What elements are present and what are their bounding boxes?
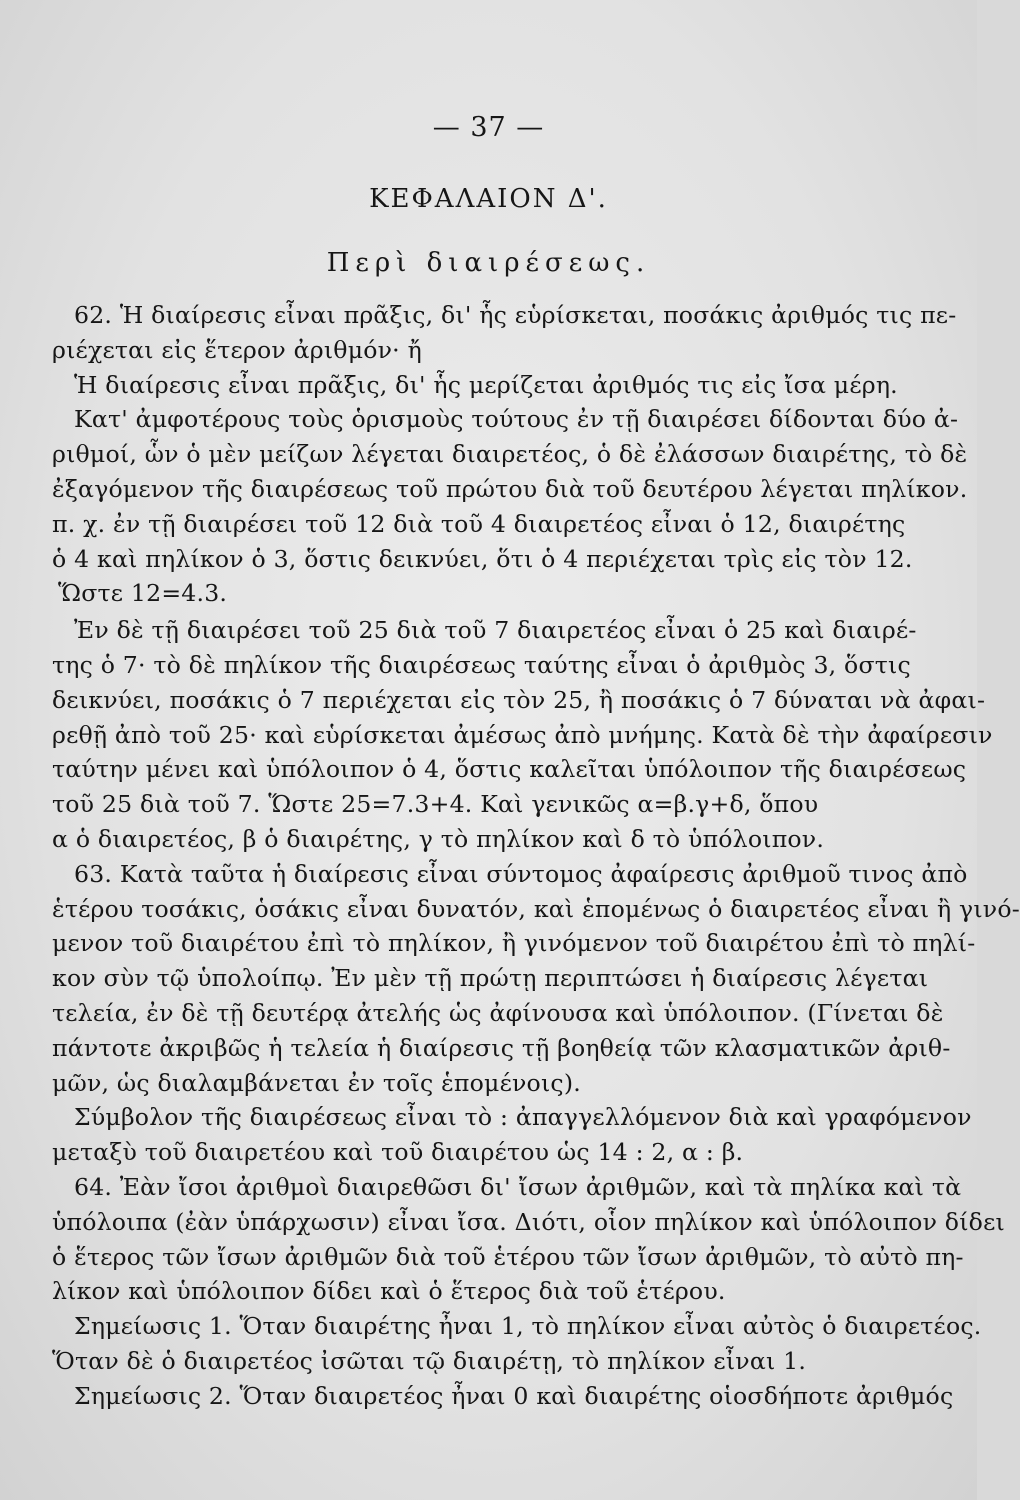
text-line: Σημείωσις 1. Ὅταν διαιρέτης ἦναι 1, τὸ πηλίκον εἶναι αὐτὸς ὁ διαιρετέος. [74,1312,982,1341]
text-line: Ἡ διαίρεσις εἶναι πρᾶξις, δι' ἧς μερίζεται ἀριθμός τις εἰς ἴσα μέρη. [74,370,898,399]
text-line: ὁ ἕτερος τῶν ἴσων ἀριθμῶν διὰ τοῦ ἑτέρου τῶν ἴσων ἀριθμῶν, τὸ αὐτὸ πη- [52,1242,964,1271]
text-line: 64. Ἐὰν ἴσοι ἀριθμοὶ διαιρεθῶσι δι' ἴσων ἀριθμῶν, καὶ τὰ πηλίκα καὶ τὰ [74,1172,962,1201]
text-line: μεταξὺ τοῦ διαιρετέου καὶ τοῦ διαιρέτου ὡς 14 : 2, α : β. [52,1138,744,1167]
text-line: τοῦ 25 διὰ τοῦ 7. Ὥστε 25=7.3+4. Καὶ γενικῶς α=β.γ+δ, ὅπου [52,790,819,819]
text-line: Ἐν δὲ τῇ διαιρέσει τοῦ 25 διὰ τοῦ 7 διαιρετέος εἶναι ὁ 25 καὶ διαιρέ- [74,616,917,645]
chapter-title: ΚΕΦΑΛΑΙΟΝ Δ'. [369,184,608,214]
text-line: ταύτην μένει καὶ ὑπόλοιπον ὁ 4, ὅστις καλεῖται ὑπόλοιπον τῆς διαιρέσεως [52,755,967,784]
text-line: ριθμοί, ὧν ὁ μὲν μείζων λέγεται διαιρετέος, ὁ δὲ ἐλάσσων διαιρέτης, τὸ δὲ [52,440,968,469]
text-line: ριέχεται εἰς ἕτερον ἀριθμόν· ἤ [52,335,422,364]
text-line: της ὁ 7· τὸ δὲ πηλίκον τῆς διαιρέσεως ταύτης εἶναι ὁ ἀριθμὸς 3, ὅστις [52,650,911,679]
text-line: 62. Ἡ διαίρεσις εἶναι πρᾶξις, δι' ἧς εὑρίσκεται, ποσάκις ἀριθμός τις πε- [74,301,957,329]
text-line: α ὁ διαιρετέος, β ὁ διαιρέτης, γ τὸ πηλίκον καὶ δ τὸ ὑπόλοιπον. [52,824,825,853]
text-line: Σύμβολον τῆς διαιρέσεως εἶναι τὸ : ἀπαγγελλόμενον διὰ καὶ γραφόμενον [74,1103,972,1132]
page-number: — 37 — [432,112,545,143]
text-line: μῶν, ὡς διαλαμβάνεται ἐν τοῖς ἑπομένοις). [52,1068,581,1097]
text-line: Σημείωσις 2. Ὅταν διαιρετέος ἦναι 0 καὶ διαιρέτης οἱοσδήποτε ἀριθμός [74,1381,954,1410]
section-title: Περὶ διαιρέσεως. [326,248,651,278]
text-line: κον σὺν τῷ ὑπολοίπῳ. Ἐν μὲν τῇ πρώτῃ περιπτώσει ἡ διαίρεσις λέγεται [52,964,929,993]
text-line: τελεία, ἐν δὲ τῇ δευτέρᾳ ἀτελής ὡς ἀφίνουσα καὶ ὑπόλοιπον. (Γίνεται δὲ [52,998,944,1027]
text-line: πάντοτε ἀκριβῶς ἡ τελεία ἡ διαίρεσις τῇ βοηθείᾳ τῶν κλασματικῶν ἀριθ- [52,1033,951,1062]
text-line: ἐξαγόμενον τῆς διαιρέσεως τοῦ πρώτου διὰ τοῦ δευτέρου λέγεται πηλίκον. [52,474,968,503]
text-line: Ὥστε 12=4.3. [58,579,228,608]
body-text [52,298,1020,1414]
text-line: ἑτέρου τοσάκις, ὁσάκις εἶναι δυνατόν, καὶ ἑπομένως ὁ διαιρετέος εἶναι ἢ γινό- [52,894,1020,923]
text-line: Ὅταν δὲ ὁ διαιρετέος ἰσῶται τῷ διαιρέτῃ, τὸ πηλίκον εἶναι 1. [52,1346,807,1375]
text-line: μενον τοῦ διαιρέτου ἐπὶ τὸ πηλίκον, ἢ γινόμενον τοῦ διαιρέτου ἐπὶ τὸ πηλί- [52,929,976,958]
text-line: λίκον καὶ ὑπόλοιπον δίδει καὶ ὁ ἕτερος διὰ τοῦ ἑτέρου. [52,1277,726,1306]
text-line: ὑπόλοιπα (ἐὰν ὑπάρχωσιν) εἶναι ἴσα. Διότι, οἷον πηλίκον καὶ ὑπόλοιπον δίδει [52,1207,1005,1236]
text-line: π. χ. ἐν τῇ διαιρέσει τοῦ 12 διὰ τοῦ 4 διαιρετέος εἶναι ὁ 12, διαιρέτης [52,509,906,538]
text-line: ρεθῇ ἀπὸ τοῦ 25· καὶ εὑρίσκεται ἀμέσως ἀπὸ μνήμης. Κατὰ δὲ τὴν ἀφαίρεσιν [52,720,993,749]
text-line: ὁ 4 καὶ πηλίκον ὁ 3, ὅστις δεικνύει, ὅτι ὁ 4 περιέχεται τρὶς εἰς τὸν 12. [52,544,913,573]
text-line: 63. Κατὰ ταῦτα ἡ διαίρεσις εἶναι σύντομος ἀφαίρεσις ἀριθμοῦ τινος ἀπὸ [74,859,968,888]
text-line: δεικνύει, ποσάκις ὁ 7 περιέχεται εἰς τὸν 25, ἢ ποσάκις ὁ 7 δύναται νὰ ἀφαι- [52,685,986,714]
text-line: Κατ' ἀμφοτέρους τοὺς ὁρισμοὺς τούτους ἐν τῇ διαιρέσει δίδονται δύο ἀ- [74,405,959,434]
